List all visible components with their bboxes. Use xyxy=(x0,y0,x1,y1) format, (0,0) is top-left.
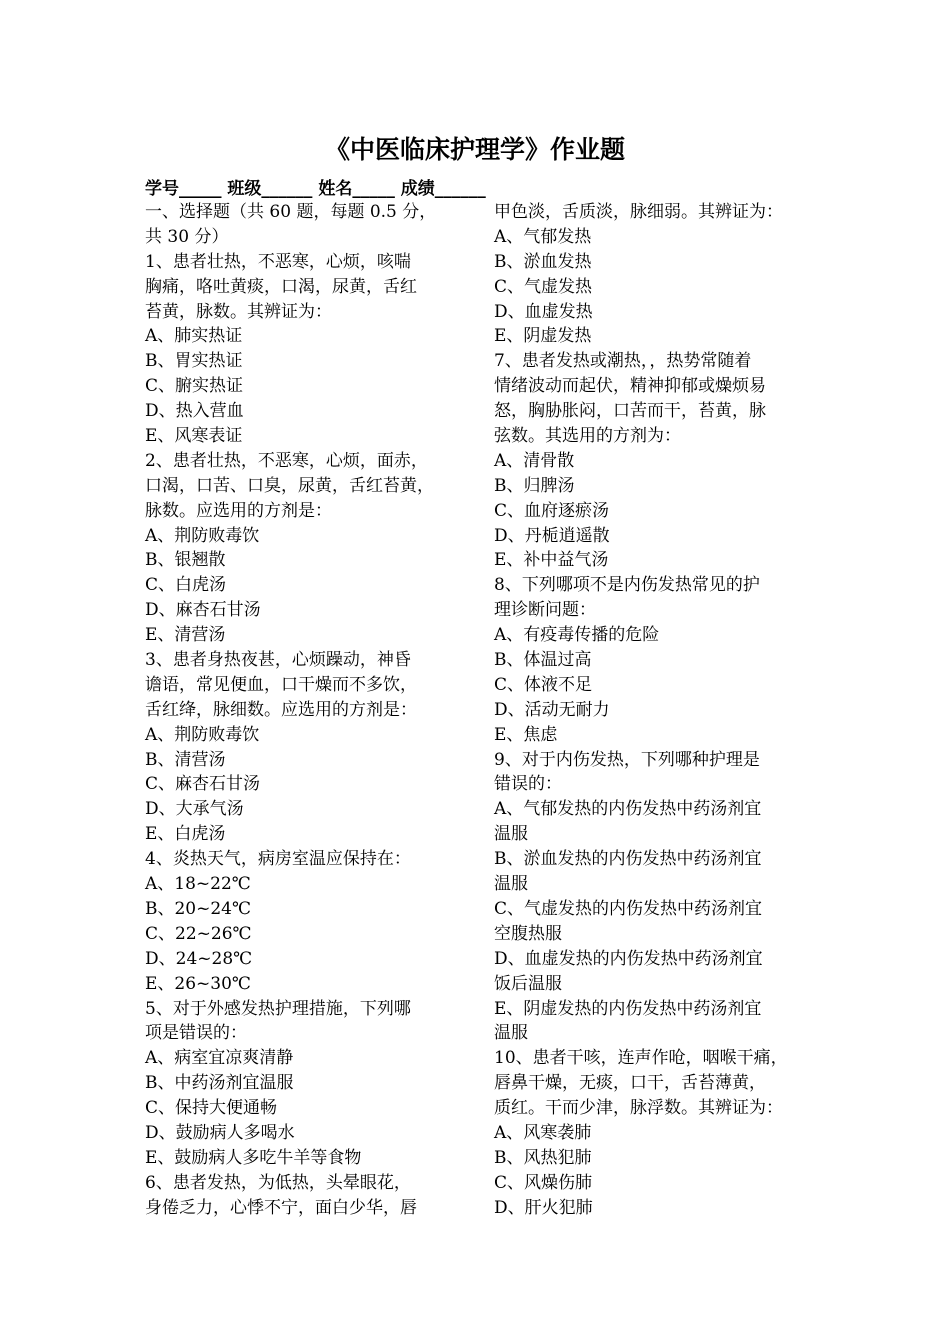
text-line: 6、患者发热，为低热，头晕眼花， xyxy=(145,1172,411,1193)
text-line: A、荆防败毒饮 xyxy=(145,525,260,546)
left-column xyxy=(145,200,467,1221)
text-line: D、血虚发热 xyxy=(494,301,593,322)
text-line: E、26~30℃ xyxy=(145,973,251,994)
text-line: B、淤血发热的内伤发热中药汤剂宜 xyxy=(494,849,762,870)
text-line: E、清营汤 xyxy=(145,625,226,646)
text-line: B、体温过高 xyxy=(494,650,592,671)
text-line: D、活动无耐力 xyxy=(494,699,610,720)
text-line: 温服 xyxy=(494,1023,528,1044)
text-line: D、肝火犯肺 xyxy=(494,1197,593,1218)
text-line: 4、炎热天气，病房室温应保持在： xyxy=(145,849,411,870)
text-line: 一、选择题（共 60 题，每题 0.5 分， xyxy=(145,202,437,222)
text-line: B、银翘散 xyxy=(145,550,226,571)
text-line: C、保持大便通畅 xyxy=(145,1098,278,1119)
text-line: E、焦虑 xyxy=(494,724,558,745)
text-line: 理诊断问题： xyxy=(494,600,596,621)
text-line: E、鼓励病人多吃牛羊等食物 xyxy=(145,1147,362,1168)
text-line: 苔黄，脉数。其辨证为： xyxy=(145,301,332,322)
text-line: 质红。干而少津，脉浮数。其辨证为： xyxy=(494,1098,783,1119)
text-line: B、淤血发热 xyxy=(494,251,592,272)
text-line: 弦数。其选用的方剂为： xyxy=(494,426,681,447)
text-line: 温服 xyxy=(494,824,528,845)
text-line: 项是错误的： xyxy=(145,1023,247,1044)
text-line: 共 30 分） xyxy=(145,226,229,247)
text-line: A、荆防败毒饮 xyxy=(145,724,260,745)
text-line: D、丹栀逍遥散 xyxy=(494,525,610,546)
right-column xyxy=(494,200,816,1221)
text-line: 9、对于内伤发热，下列哪种护理是 xyxy=(494,749,760,770)
text-line: 空腹热服 xyxy=(494,923,562,944)
text-line: B、清营汤 xyxy=(145,749,226,770)
text-line: 胸痛，咯吐黄痰，口渴，尿黄，舌红 xyxy=(145,276,417,297)
text-line: C、气虚发热的内伤发热中药汤剂宜 xyxy=(494,898,763,919)
text-line: C、白虎汤 xyxy=(145,575,227,596)
page-title: 《中医临床护理学》作业题 xyxy=(324,135,625,164)
text-line: D、血虚发热的内伤发热中药汤剂宜 xyxy=(494,948,763,969)
student-info-line: 学号_____ 班级______ 姓名_____ 成绩______ xyxy=(145,179,486,199)
text-line: E、白虎汤 xyxy=(145,824,226,845)
text-line: 怒，胸胁胀闷，口苦而干，苔黄，脉 xyxy=(494,401,766,422)
text-line: 舌红绛，脉细数。应选用的方剂是： xyxy=(145,699,417,720)
text-line: A、清骨散 xyxy=(494,450,575,471)
text-line: C、血府逐瘀汤 xyxy=(494,500,610,521)
text-line: 口渴，口苦、口臭，尿黄，舌红苔黄， xyxy=(145,475,434,496)
text-line: A、18~22℃ xyxy=(145,874,251,895)
text-line: C、体液不足 xyxy=(494,674,593,695)
text-line: A、气郁发热的内伤发热中药汤剂宜 xyxy=(494,799,762,820)
text-line: E、阴虚发热 xyxy=(494,326,592,347)
text-line: B、中药汤剂宜温服 xyxy=(145,1073,294,1094)
text-line: 甲色淡，舌质淡，脉细弱。其辨证为： xyxy=(494,202,783,222)
text-line: 谵语，常见便血，口干燥而不多饮， xyxy=(145,674,417,695)
text-line: A、有疫毒传播的危险 xyxy=(494,625,660,646)
text-line: E、风寒表证 xyxy=(145,426,243,447)
text-line: E、阴虚发热的内伤发热中药汤剂宜 xyxy=(494,998,762,1019)
text-line: 8、下列哪项不是内伤发热常见的护 xyxy=(494,575,760,596)
text-line: 错误的： xyxy=(494,774,562,795)
text-line: C、腑实热证 xyxy=(145,376,244,397)
text-line: E、补中益气汤 xyxy=(494,550,609,571)
text-line: B、胃实热证 xyxy=(145,351,243,372)
text-line: 温服 xyxy=(494,874,528,895)
text-line: 10、患者干咳，连声作呛，咽喉干痛， xyxy=(494,1048,788,1069)
text-line: C、气虚发热 xyxy=(494,276,593,297)
text-line: 唇鼻干燥，无痰，口干，舌苔薄黄， xyxy=(494,1073,766,1094)
text-line: 7、患者发热或潮热，，热势常随着 xyxy=(494,351,752,372)
text-line: 情绪波动而起伏，精神抑郁或燥烦易 xyxy=(494,376,766,397)
text-line: D、24~28℃ xyxy=(145,948,253,969)
text-line: D、鼓励病人多喝水 xyxy=(145,1122,295,1143)
text-line: D、热入营血 xyxy=(145,401,244,422)
text-line: 脉数。应选用的方剂是： xyxy=(145,500,332,521)
text-line: A、气郁发热 xyxy=(494,226,592,247)
text-line: 饭后温服 xyxy=(494,973,562,994)
text-line: B、20~24℃ xyxy=(145,898,252,919)
text-line: 1、患者壮热，不恶寒，心烦，咳喘 xyxy=(145,251,411,272)
text-line: 2、患者壮热，不恶寒，心烦，面赤， xyxy=(145,450,428,471)
text-line: C、风燥伤肺 xyxy=(494,1172,593,1193)
text-line: C、22~26℃ xyxy=(145,923,252,944)
text-line: 身倦乏力，心悸不宁，面白少华，唇 xyxy=(145,1197,417,1218)
text-line: 3、患者身热夜甚，心烦躁动，神昏 xyxy=(145,650,411,671)
text-line: B、归脾汤 xyxy=(494,475,575,496)
text-line: A、肺实热证 xyxy=(145,326,243,347)
text-line: 5、对于外感发热护理措施，下列哪 xyxy=(145,998,411,1019)
text-line: D、麻杏石甘汤 xyxy=(145,600,261,621)
text-line: B、风热犯肺 xyxy=(494,1147,592,1168)
text-line: A、风寒袭肺 xyxy=(494,1122,592,1143)
text-line: A、病室宜凉爽清静 xyxy=(145,1048,294,1069)
text-line: D、大承气汤 xyxy=(145,799,244,820)
text-line: C、麻杏石甘汤 xyxy=(145,774,261,795)
